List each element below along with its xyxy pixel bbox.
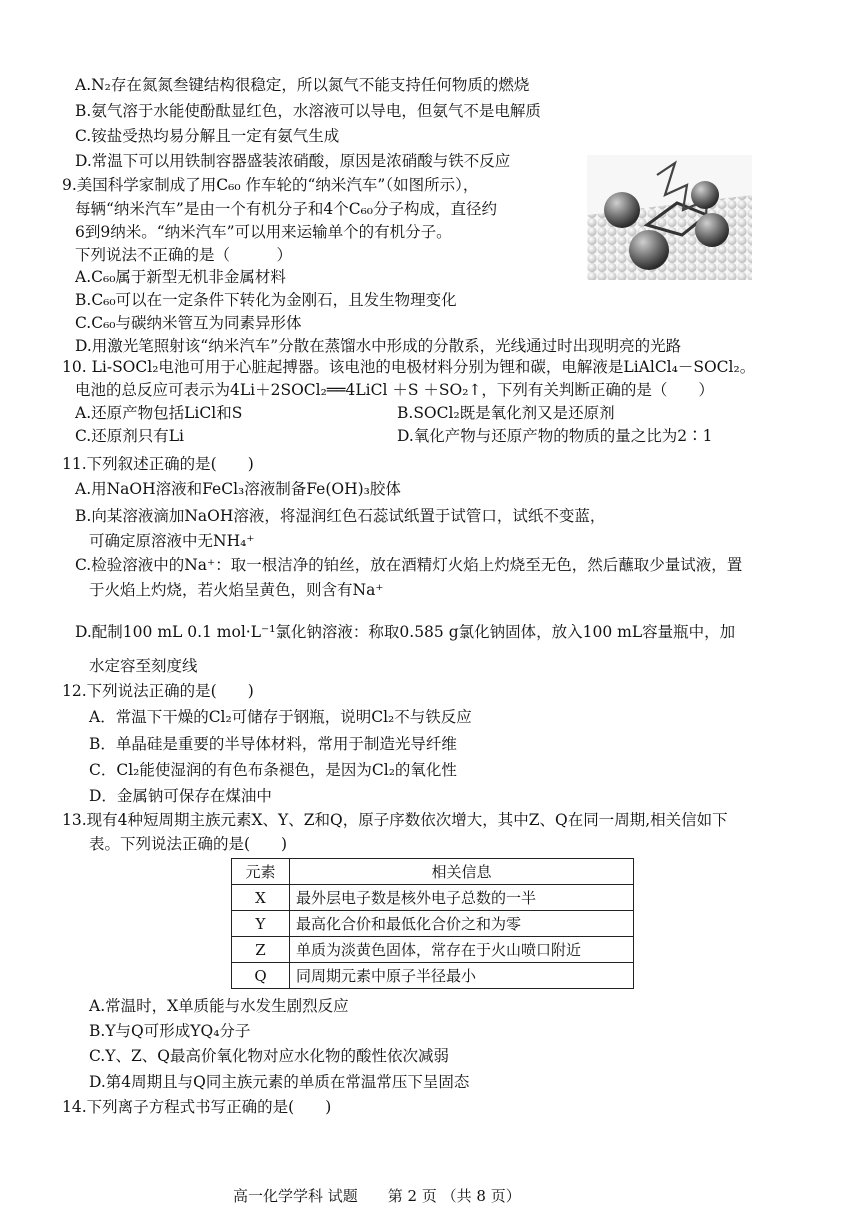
q11-option-d-line-2: 水定容至刻度线 (89, 657, 198, 675)
q10-stem-line-1: 10. Li-SOCl₂电池可用于心脏起搏器。该电池的电极材料分别为锂和碳，电解液是LiAlCl₄－SOCl₂。 (62, 358, 756, 376)
q12-option-d: D．金属钠可保存在煤油中 (89, 787, 272, 805)
table-header-cell: 元素 (232, 859, 290, 885)
q9-stem-line-3: 6到9纳米。“纳米汽车”可以用来运输单个的有机分子。 (75, 223, 452, 241)
q8-option-d: D.常温下可以用铁制容器盛装浓硝酸，原因是浓硝酸与铁不反应 (75, 152, 511, 170)
table-cell-info: 单质为淡黄色固体，常存在于火山喷口附近 (290, 937, 634, 963)
q9-stem-line-1: 9.美国科学家制成了用C₆₀ 作车轮的“纳米汽车”（如图所示）， (62, 176, 479, 194)
q13-option-c: C.Y、Z、Q最高价氧化物对应水化物的酸性依次减弱 (89, 1047, 449, 1065)
q9-option-b: B.C₆₀可以在一定条件下转化为金刚石，且发生物理变化 (75, 291, 457, 309)
q9-option-d: D.用激光笔照射该“纳米汽车”分散在蒸馏水中形成的分散系，光线通过时出现明亮的光路 (75, 337, 682, 355)
q12-option-c: C．Cl₂能使湿润的有色布条褪色，是因为Cl₂的氧化性 (89, 761, 457, 779)
table-cell-element: X (232, 885, 290, 911)
q13-option-b: B.Y与Q可形成YQ₄分子 (89, 1022, 251, 1040)
element-info-table (231, 858, 634, 989)
table-cell-info: 最外层电子数是核外电子总数的一半 (290, 885, 634, 911)
page-footer: 高一化学学科 试题 第 2 页 （共 8 页） (233, 1187, 521, 1205)
q9-stem-line-2: 每辆“纳米汽车”是由一个有机分子和4个C₆₀分子构成，直径约 (75, 200, 497, 218)
q11-option-c-line-1: C.检验溶液中的Na⁺：取一根洁净的铂丝，放在酒精灯火焰上灼烧至无色，然后蘸取少量试液，置 (75, 556, 743, 574)
q12-stem: 12.下列说法正确的是( ) (62, 682, 254, 700)
q10-option-a: A.还原产物包括LiCl和S (75, 404, 243, 422)
table-cell-element: Y (232, 911, 290, 937)
table-cell-info: 同周期元素中原子半径最小 (290, 963, 634, 989)
q12-option-b: B．单晶硅是重要的半导体材料，常用于制造光导纤维 (89, 735, 457, 753)
table-row (232, 963, 634, 989)
table-cell-element: Z (232, 937, 290, 963)
q10-option-d: D.氧化产物与还原产物的物质的量之比为2∶1 (397, 427, 713, 445)
q8-option-c: C.铵盐受热均易分解且一定有氨气生成 (75, 127, 340, 145)
q11-stem: 11.下列叙述正确的是( ) (62, 455, 254, 473)
table-row (232, 911, 634, 937)
q11-option-a: A.用NaOH溶液和FeCl₃溶液制备Fe(OH)₃胶体 (75, 480, 401, 498)
table-row (232, 885, 634, 911)
table-header-cell: 相关信息 (290, 859, 634, 885)
q11-option-d-line-1: D.配制100 mL 0.1 mol·L⁻¹氯化钠溶液：称取0.585 g氯化钠固体，放入100 mL容量瓶中，加 (75, 623, 736, 641)
nano-car-figure (587, 155, 752, 280)
q8-option-b: B.氨气溶于水能使酚酞显红色，水溶液可以导电，但氨气不是电解质 (75, 102, 541, 120)
table-cell-element: Q (232, 963, 290, 989)
q9-option-c: C.C₆₀与碳纳米管互为同素异形体 (75, 314, 302, 332)
q14-stem: 14.下列离子方程式书写正确的是( ) (62, 1098, 332, 1116)
q13-option-d: D.第4周期且与Q同主族元素的单质在常温常压下呈固态 (89, 1073, 470, 1091)
q13-option-a: A.常温时，X单质能与水发生剧烈反应 (89, 997, 349, 1015)
q11-option-b-line-1: B.向某溶液滴加NaOH溶液，将湿润红色石蕊试纸置于试管口，试纸不变蓝， (75, 507, 606, 525)
q11-option-b-line-2: 可确定原溶液中无NH₄⁺ (89, 532, 255, 550)
table-row (232, 937, 634, 963)
table-cell-info: 最高化合价和最低化合价之和为零 (290, 911, 634, 937)
q12-option-a: A．常温下干燥的Cl₂可储存于钢瓶，说明Cl₂不与铁反应 (89, 708, 472, 726)
q13-stem-line-1: 13.现有4种短周期主族元素X、Y、Z和Q，原子序数依次增大，其中Z、Q在同一周期,相关信如下 (62, 811, 728, 829)
q11-option-c-line-2: 于火焰上灼烧，若火焰呈黄色，则含有Na⁺ (89, 581, 384, 599)
q10-stem-line-2: 电池的总反应可表示为4Li＋2SOCl₂══4LiCl ＋S ＋SO₂↑，下列有关判断正确的是（ ） (75, 381, 714, 399)
q10-option-b: B.SOCl₂既是氧化剂又是还原剂 (397, 404, 615, 422)
q10-option-c: C.还原剂只有Li (75, 427, 184, 445)
q8-option-a: A.N₂存在氮氮叁键结构很稳定，所以氮气不能支持任何物质的燃烧 (75, 76, 530, 94)
q13-stem-line-2: 表。下列说法正确的是( ) (89, 835, 288, 853)
table-header-row (232, 859, 634, 885)
q9-stem-line-4: 下列说法不正确的是（ ） (75, 246, 293, 264)
q9-option-a: A.C₆₀属于新型无机非金属材料 (75, 268, 286, 286)
